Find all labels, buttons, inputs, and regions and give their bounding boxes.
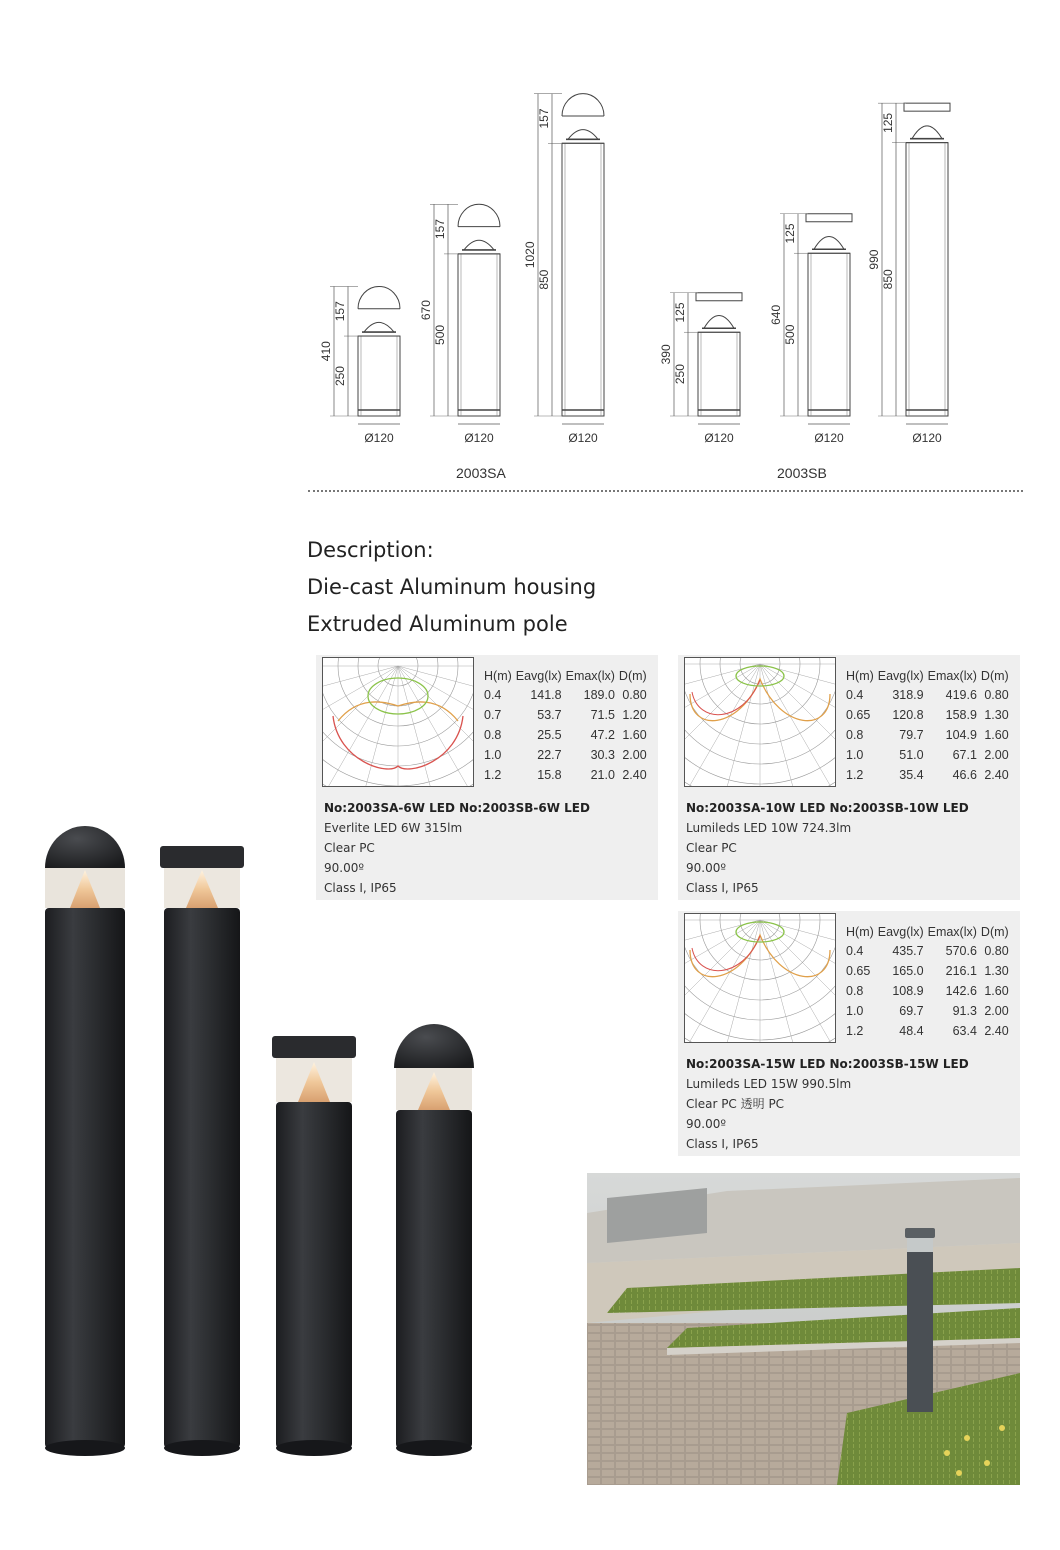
sb-1-pole-outline — [698, 332, 740, 416]
lens-material: Clear PC — [324, 841, 375, 855]
table-header: D(m) — [980, 925, 1009, 939]
table-header: H(m) — [484, 669, 512, 683]
table-row — [844, 1021, 1011, 1041]
table-cell: 0.7 — [484, 708, 502, 722]
table-header: H(m) — [846, 925, 874, 939]
table-cell: 1.60 — [622, 728, 647, 742]
lens-material: Clear PC — [686, 841, 737, 855]
table-cell: 51.0 — [899, 748, 924, 762]
description-heading: Description: — [307, 538, 434, 562]
table-header: Eavg(lx) — [515, 669, 562, 683]
sb-2-total-height: 640 — [769, 304, 783, 325]
sa-2-body-height: 500 — [433, 324, 447, 345]
model-number: No:2003SA-15W LED No:2003SB-15W LED — [686, 1057, 969, 1071]
installation-photo — [587, 1173, 1020, 1485]
table-header: H(m) — [846, 669, 874, 683]
sa-3-head-outline — [562, 94, 604, 116]
sb-3-total-height: 990 — [867, 249, 881, 270]
table-cell: 48.4 — [899, 1024, 924, 1038]
light-source: Everlite LED 6W 315lm — [324, 821, 463, 835]
table-cell: 104.9 — [945, 728, 977, 742]
table-row — [844, 725, 1011, 745]
table-cell: 0.4 — [846, 688, 864, 702]
bollard-flat-short — [272, 1036, 356, 1456]
sb-2-diameter: Ø120 — [814, 431, 844, 445]
table-cell: 21.0 — [590, 768, 615, 782]
table-row — [844, 981, 1011, 1001]
table-cell: 63.4 — [952, 1024, 977, 1038]
table-row — [844, 961, 1011, 981]
sa-3-diameter: Ø120 — [568, 431, 598, 445]
series-b-label: 2003SB — [777, 465, 827, 481]
description-line-1: Die-cast Aluminum housing — [307, 575, 597, 599]
sb-3-head-height: 125 — [881, 112, 895, 133]
table-row — [844, 685, 1011, 705]
table-cell: 79.7 — [899, 728, 924, 742]
table-row — [844, 765, 1011, 785]
table-cell: 2.00 — [984, 1004, 1009, 1018]
description-block — [307, 532, 596, 643]
light-source: Lumileds LED 15W 990.5lm — [686, 1077, 852, 1091]
beam-angle: 90.00º — [324, 861, 365, 875]
light-source: Lumileds LED 10W 724.3lm — [686, 821, 852, 835]
photometric-table — [482, 667, 649, 785]
table-cell: 69.7 — [899, 1004, 924, 1018]
sa-2-diameter: Ø120 — [464, 431, 494, 445]
table-cell: 158.9 — [945, 708, 977, 722]
table-cell: 35.4 — [899, 768, 924, 782]
table-cell: 435.7 — [892, 944, 924, 958]
table-row — [482, 705, 649, 725]
table-cell: 1.2 — [484, 768, 502, 782]
table-cell: 165.0 — [892, 964, 924, 978]
photometric-table — [844, 923, 1011, 1041]
table-cell: 1.0 — [484, 748, 502, 762]
spec-list — [686, 1054, 969, 1154]
photometric-table — [844, 667, 1011, 785]
table-cell: 2.00 — [622, 748, 647, 762]
protection-class: Class I, IP65 — [686, 881, 759, 895]
bollard-dome-short — [394, 1024, 474, 1456]
table-header: Emax(lx) — [565, 669, 615, 683]
table-cell: 2.40 — [984, 768, 1009, 782]
sa-3-total-height: 1020 — [523, 241, 537, 269]
table-cell: 53.7 — [537, 708, 562, 722]
table-cell: 46.6 — [952, 768, 977, 782]
technical-drawings — [300, 60, 1040, 500]
dotted-divider — [308, 490, 1023, 492]
sa-1-diameter: Ø120 — [364, 431, 394, 445]
table-cell: 2.40 — [984, 1024, 1009, 1038]
table-cell: 216.1 — [945, 964, 977, 978]
table-cell: 0.8 — [846, 984, 864, 998]
sa-3-head-height: 157 — [537, 108, 551, 129]
sa-1-total-height: 410 — [319, 341, 333, 362]
sb-1-diameter: Ø120 — [704, 431, 734, 445]
table-cell: 67.1 — [952, 748, 977, 762]
sa-1-head-outline — [358, 286, 400, 308]
table-cell: 71.5 — [590, 708, 615, 722]
table-cell: 142.6 — [945, 984, 977, 998]
series-a-label: 2003SA — [456, 465, 506, 481]
sb-1-head-height: 125 — [673, 302, 687, 323]
sb-1-total-height: 390 — [659, 344, 673, 365]
table-row — [844, 941, 1011, 961]
sb-3-body-height: 850 — [881, 269, 895, 290]
table-header: Emax(lx) — [927, 669, 977, 683]
sb-2-head-outline — [806, 214, 852, 222]
sa-1-body-height: 250 — [333, 366, 347, 387]
table-cell: 0.8 — [484, 728, 502, 742]
table-cell: 0.65 — [846, 708, 871, 722]
sa-2-total-height: 670 — [419, 300, 433, 321]
table-cell: 108.9 — [892, 984, 924, 998]
table-cell: 120.8 — [892, 708, 924, 722]
photometric-card-10w — [678, 655, 1020, 900]
table-row — [482, 745, 649, 765]
table-cell: 1.2 — [846, 768, 864, 782]
table-cell: 47.2 — [590, 728, 615, 742]
table-cell: 0.80 — [984, 944, 1009, 958]
sb-3-pole-outline — [906, 143, 948, 416]
model-number: No:2003SA-6W LED No:2003SB-6W LED — [324, 801, 590, 815]
bollard-dome-tall — [45, 826, 125, 1456]
table-cell: 0.8 — [846, 728, 864, 742]
table-cell: 91.3 — [952, 1004, 977, 1018]
sa-1-pole-outline — [358, 336, 400, 416]
table-cell: 0.4 — [846, 944, 864, 958]
table-row — [844, 745, 1011, 765]
sa-3-body-height: 850 — [537, 269, 551, 290]
table-cell: 2.00 — [984, 748, 1009, 762]
table-cell: 0.80 — [622, 688, 647, 702]
sa-1-head-height: 157 — [333, 301, 347, 322]
sb-3-head-outline — [904, 103, 950, 111]
polar-light-distribution-diagram — [684, 913, 836, 1043]
table-header: Emax(lx) — [927, 925, 977, 939]
sa-3-pole-outline — [562, 143, 604, 416]
sb-2-body-height: 500 — [783, 324, 797, 345]
table-cell: 25.5 — [537, 728, 562, 742]
model-number: No:2003SA-10W LED No:2003SB-10W LED — [686, 801, 969, 815]
table-cell: 318.9 — [892, 688, 924, 702]
product-bollards-image — [30, 810, 490, 1470]
sa-2-pole-outline — [458, 254, 500, 416]
sa-2-head-height: 157 — [433, 219, 447, 240]
table-header: D(m) — [618, 669, 647, 683]
protection-class: Class I, IP65 — [686, 1137, 759, 1151]
table-row — [844, 705, 1011, 725]
polar-light-distribution-diagram — [322, 657, 474, 787]
beam-angle: 90.00º — [686, 1117, 727, 1131]
bollard-flat-tall — [160, 846, 244, 1456]
table-cell: 1.0 — [846, 1004, 864, 1018]
table-cell: 570.6 — [945, 944, 977, 958]
table-cell: 1.60 — [984, 984, 1009, 998]
table-cell: 30.3 — [590, 748, 615, 762]
table-row — [844, 1001, 1011, 1021]
sb-1-head-outline — [696, 293, 742, 301]
sb-2-head-height: 125 — [783, 223, 797, 244]
sa-2-head-outline — [458, 204, 500, 226]
table-cell: 1.2 — [846, 1024, 864, 1038]
beam-angle: 90.00º — [686, 861, 727, 875]
table-cell: 0.80 — [984, 688, 1009, 702]
table-header: Eavg(lx) — [877, 925, 924, 939]
table-row — [482, 765, 649, 785]
polar-light-distribution-diagram — [684, 657, 836, 787]
spec-list — [686, 798, 969, 898]
table-row — [482, 725, 649, 745]
table-cell: 1.0 — [846, 748, 864, 762]
table-cell: 419.6 — [945, 688, 977, 702]
table-cell: 15.8 — [537, 768, 562, 782]
photometric-card-15w — [678, 911, 1020, 1156]
table-cell: 22.7 — [537, 748, 562, 762]
table-cell: 0.4 — [484, 688, 502, 702]
protection-class: Class I, IP65 — [324, 881, 397, 895]
table-cell: 0.65 — [846, 964, 871, 978]
table-cell: 189.0 — [583, 688, 615, 702]
table-cell: 141.8 — [530, 688, 562, 702]
sb-1-body-height: 250 — [673, 364, 687, 385]
sb-2-pole-outline — [808, 253, 850, 416]
table-header: Eavg(lx) — [877, 669, 924, 683]
table-header: D(m) — [980, 669, 1009, 683]
sb-3-diameter: Ø120 — [912, 431, 942, 445]
table-row — [482, 685, 649, 705]
table-cell: 1.60 — [984, 728, 1009, 742]
table-cell: 1.30 — [984, 964, 1009, 978]
table-cell: 2.40 — [622, 768, 647, 782]
table-cell: 1.30 — [984, 708, 1009, 722]
table-cell: 1.20 — [622, 708, 647, 722]
description-line-2: Extruded Aluminum pole — [307, 612, 568, 636]
lens-material: Clear PC 透明 PC — [686, 1097, 785, 1111]
